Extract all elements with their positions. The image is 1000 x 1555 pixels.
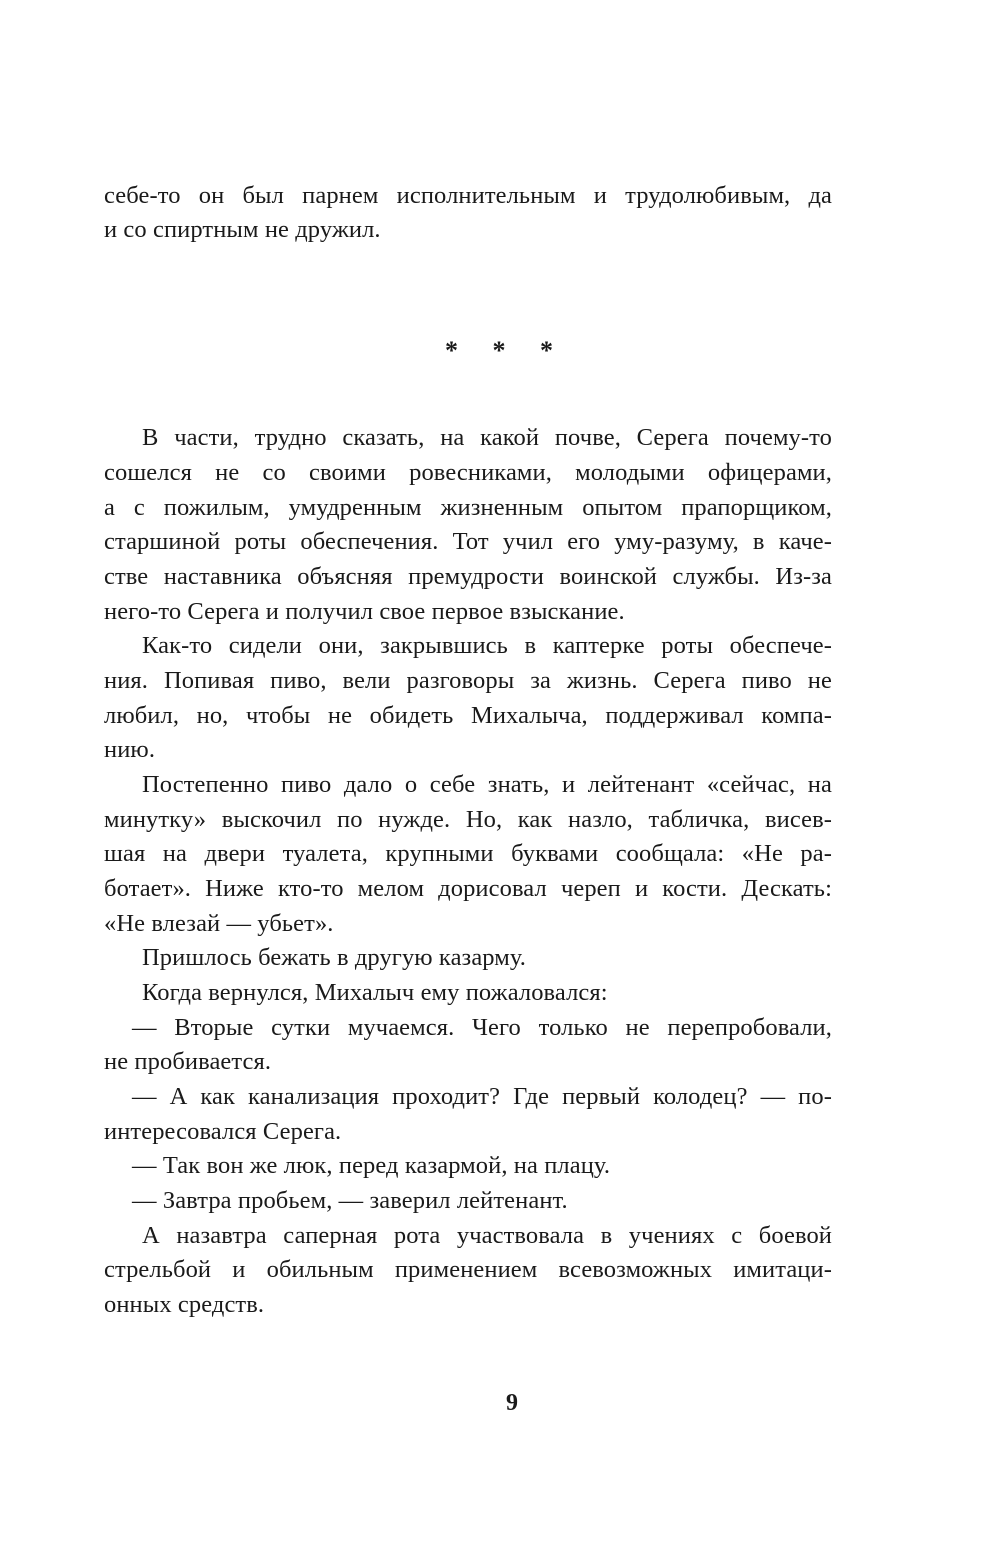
text-line: шая на двери туалета, крупными буквами сообщала: «Не ра- — [104, 840, 832, 867]
text-line: Пришлось бежать в другую казарму. — [142, 944, 526, 971]
text-line: и со спиртным не дружил. — [104, 216, 381, 243]
text-line: Постепенно пиво дало о себе знать, и лейтенант «сейчас, на — [142, 771, 832, 798]
text-line: А назавтра саперная рота участвовала в учениях с боевой — [142, 1222, 832, 1249]
text-line: него-то Серега и получил свое первое взыскание. — [104, 598, 625, 625]
text-line: стве наставника объясняя премудрости воинской службы. Из-за — [104, 563, 832, 590]
text-line: В части, трудно сказать, на какой почве, Серега почему-то — [142, 424, 832, 451]
text-line: Когда вернулся, Михалыч ему пожаловался: — [142, 979, 608, 1006]
dialogue-line: — А как канализация проходит? Где первый колодец? — по- — [132, 1083, 832, 1110]
text-line: Как-то сидели они, закрывшись в каптерке роты обеспече- — [142, 632, 832, 659]
dialogue-line: — Вторые сутки мучаемся. Чего только не перепробовали, — [132, 1014, 832, 1041]
text-line: любил, но, чтобы не обидеть Михалыча, поддерживал компа- — [104, 702, 832, 729]
text-line: себе-то он был парнем исполнительным и трудолюбивым, да — [104, 182, 832, 209]
dialogue-line: — Так вон же люк, перед казармой, на плацу. — [132, 1152, 611, 1179]
text-line: сошелся не со своими ровесниками, молодыми офицерами, — [104, 459, 832, 486]
text-line: интересовался Серега. — [104, 1118, 342, 1145]
text-line: минутку» выскочил по нужде. Но, как назло, табличка, висев- — [104, 806, 832, 833]
page-number: 9 — [506, 1390, 518, 1416]
text-line: ботает». Ниже кто-то мелом дорисовал череп и кости. Дескать: — [104, 875, 832, 902]
text-line: стрельбой и обильным применением всевозможных имитаци- — [104, 1256, 832, 1283]
text-line: а с пожилым, умудренным жизненным опытом прапорщиком, — [104, 494, 832, 521]
text-line: старшиной роты обеспечения. Тот учил его уму-разуму, в каче- — [104, 528, 832, 555]
dialogue-line: — Завтра пробьем, — заверил лейтенант. — [132, 1187, 568, 1214]
section-separator: * * * — [445, 336, 567, 365]
text-line: ния. Попивая пиво, вели разговоры за жизнь. Серега пиво не — [104, 667, 832, 694]
text-line: не пробивается. — [104, 1048, 272, 1075]
text-line: нию. — [104, 736, 156, 763]
text-line: онных средств. — [104, 1291, 265, 1318]
text-line: «Не влезай — убьет». — [104, 910, 334, 937]
